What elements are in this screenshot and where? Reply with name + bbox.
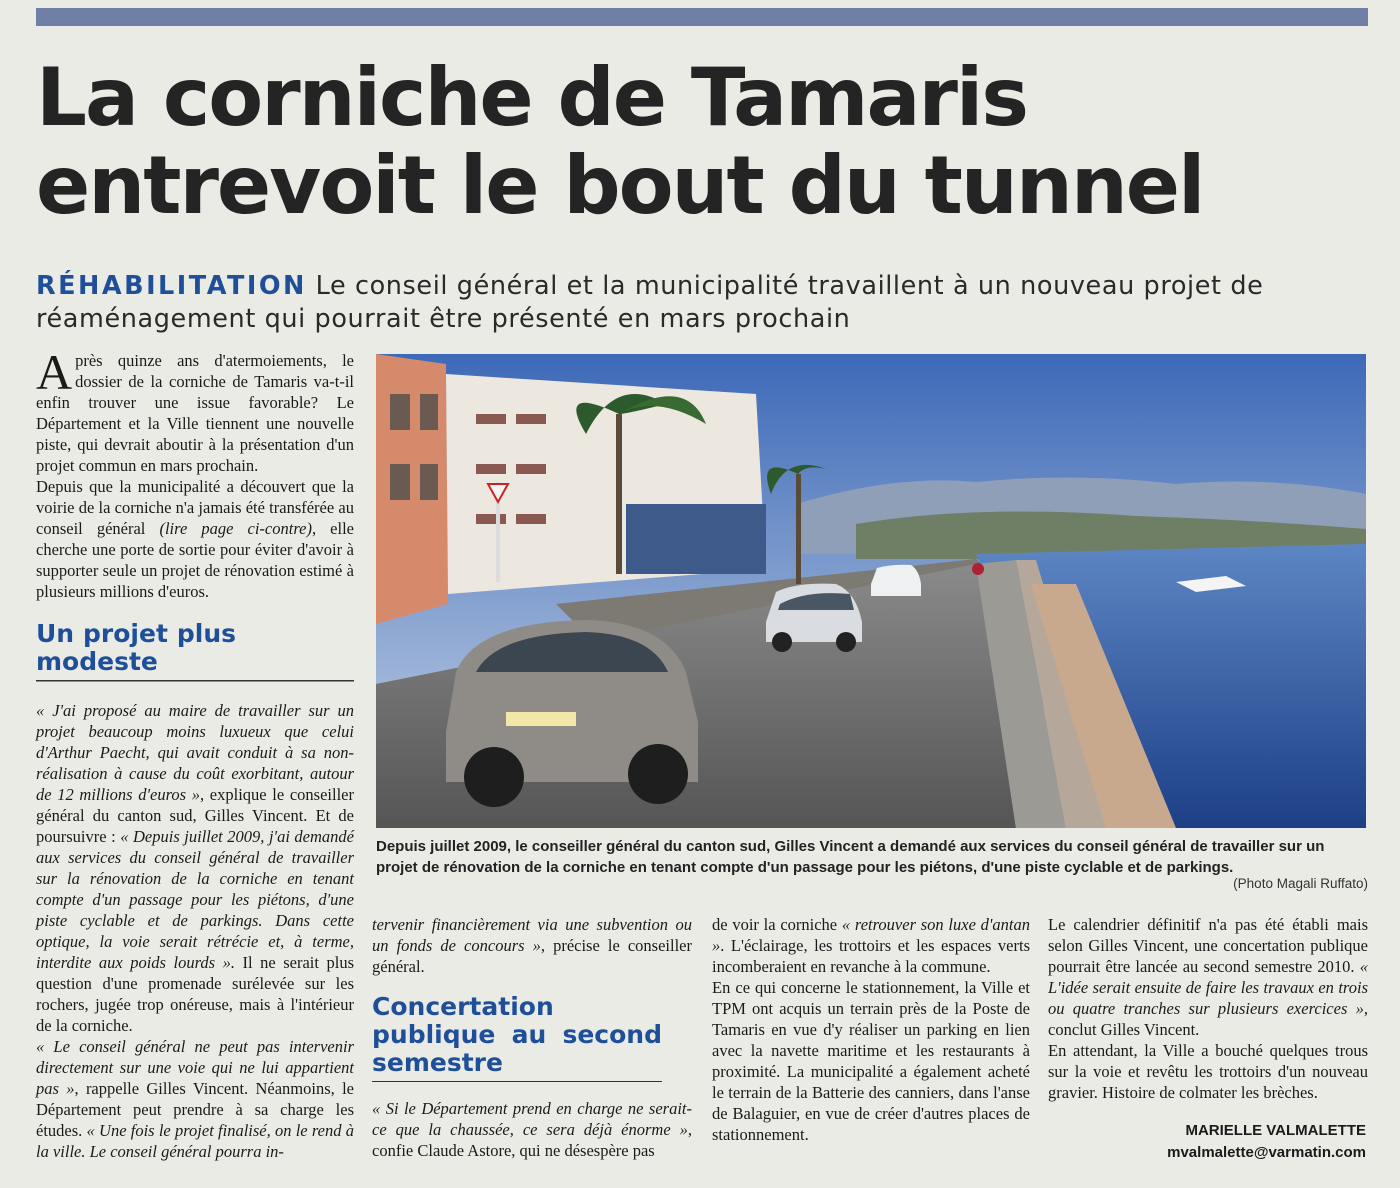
paragraph-text: près quinze ans d'atermoiements, le dossier de la corniche de Tamaris va-t-il enfin trouver une issue favorable? Le Département et la Ville tiennent une nouvelle piste, qui devrait aboutir à la présentation d'un projet commun en mars prochain. bbox=[36, 351, 354, 475]
paragraph-text: Le calendrier définitif n'a pas été établi mais selon Gilles Vincent, une concertation publique pourrait être lancée au second semestre 2010. bbox=[1048, 915, 1368, 976]
paragraph-text: , précise le conseiller général. bbox=[372, 936, 692, 976]
paragraph bbox=[372, 914, 692, 977]
paragraph bbox=[36, 700, 354, 1036]
deck-text: Le conseil général et la municipalité travaillent à un nouveau projet de réaménagement qui pourrait être présenté en mars prochain bbox=[36, 271, 1264, 334]
paragraph-text: . L'éclairage, les trottoirs et les espaces verts incomberaient en revanche à la commune. bbox=[712, 936, 1030, 976]
quote: « Si le Département prend en charge ne serait-ce que la chaussée, ce sera déjà énorme » bbox=[372, 1099, 692, 1139]
paragraph bbox=[372, 1098, 692, 1161]
paragraph bbox=[36, 476, 354, 602]
quote: « retrouver son luxe d'antan » bbox=[712, 915, 1031, 955]
drop-cap: A bbox=[36, 344, 73, 400]
deck bbox=[36, 270, 1376, 336]
headline bbox=[36, 51, 1376, 232]
kicker: RÉHABILITATION bbox=[36, 271, 307, 301]
quote: « Depuis juillet 2009, j'ai demandé aux services du conseil général de travailler sur la rénovation de la corniche en tenant compte d'un passage pour les piétons, d'une piste cyclable et de parkings. Dans cette optique, la voie serait rétrécie et, à terme, interdite aux poids lourds ». bbox=[36, 827, 354, 972]
paragraph bbox=[1048, 914, 1368, 1040]
paragraph-text: , rappelle Gilles Vincent. Néanmoins, le Département peut prendre à sa charge les études. bbox=[36, 1079, 354, 1140]
cross-reference: (lire page ci-contre) bbox=[159, 519, 312, 538]
paragraph: En ce qui concerne le stationnement, la Ville et TPM ont acquis un terrain près de la Poste de Tamaris en vue d'y réaliser un parking en lien avec la navette maritime et les restaurants à proximité. La municipalité a également acheté le terrain de la Batterie des canniers, dans l'anse de Balaguier, en vue de créer d'autres places de stationnement. bbox=[712, 978, 1030, 1144]
paragraph-text: , confie Claude Astore, qui ne désespère pas bbox=[372, 1120, 692, 1160]
quote: « Le conseil général ne peut pas intervenir directement sur une voie qui ne lui appartient pas » bbox=[36, 1037, 354, 1098]
quote: « J'ai proposé au maire de travailler sur un projet beaucoup moins luxueux que celui d'Arthur Paecht, qui avait conduit à sa non-réalisation à cause du coût exorbitant, autour de 12 millions d'euros » bbox=[36, 701, 354, 804]
paragraph bbox=[712, 914, 1030, 977]
photo-credit: (Photo Magali Ruffato) bbox=[1233, 876, 1368, 891]
paragraph: En attendant, la Ville a bouché quelques trous sur la voie et revêtu les trottoirs d'un nouveau gravier. Histoire de colmater les brèches. bbox=[1048, 1041, 1368, 1102]
paragraph-text: , elle cherche une porte de sortie pour éviter d'avoir à supporter seule un projet de rénovation estimé à plusieurs millions d'euros. bbox=[36, 519, 354, 601]
author-name: MARIELLE VALMALETTE bbox=[1185, 1122, 1366, 1139]
subhead-un-projet: Un projet plus modeste bbox=[36, 620, 354, 680]
top-color-bar bbox=[36, 8, 1368, 26]
quote: tervenir financièrement via une subvention ou un fonds de concours » bbox=[372, 915, 692, 955]
paragraph-text: Il ne serait plus question d'une promenade surélevée sur les rochers, jugée trop onéreuse, mais à l'intérieur de la corniche. bbox=[36, 953, 355, 1035]
paragraph-text: Depuis que la municipalité a découvert que la voirie de la corniche n'a jamais été transférée au conseil général bbox=[36, 477, 354, 538]
paragraph-text: , conclut Gilles Vincent. bbox=[1048, 999, 1368, 1039]
subhead-concertation: Concertation publique au second semestre bbox=[372, 993, 662, 1082]
paragraph bbox=[36, 1036, 354, 1162]
byline bbox=[1167, 1120, 1366, 1164]
headline-line-2: entrevoit le bout du tunnel bbox=[36, 139, 1204, 232]
photo-caption: Depuis juillet 2009, le conseiller général du canton sud, Gilles Vincent a demandé aux services du conseil général de travailler sur un projet de rénovation de la corniche en tenant compte d'un passage pour les piétons, d'une piste cyclable et de parkings. bbox=[376, 838, 1325, 876]
column-4 bbox=[1048, 914, 1368, 1103]
paragraph-text: de voir la corniche bbox=[712, 915, 838, 934]
paragraph bbox=[36, 344, 354, 476]
headline-line-1: La corniche de Tamaris bbox=[36, 51, 1027, 144]
corniche-photo bbox=[376, 354, 1366, 828]
column-2 bbox=[372, 914, 692, 1161]
quote: « L'idée serait ensuite de faire les travaux en trois ou quatre tranches sur plusieurs exercices » bbox=[1048, 957, 1368, 1018]
paragraph-text: , explique le conseiller général du canton sud, Gilles Vincent. Et de poursuivre : bbox=[36, 785, 354, 846]
column-3 bbox=[712, 914, 1030, 1145]
author-email[interactable]: mvalmalette@varmatin.com bbox=[1167, 1144, 1366, 1161]
column-1 bbox=[36, 344, 355, 1162]
photo-illustration bbox=[376, 354, 1366, 828]
quote: « Une fois le projet finalisé, on le rend à la ville. Le conseil général pourra in- bbox=[36, 1121, 354, 1161]
